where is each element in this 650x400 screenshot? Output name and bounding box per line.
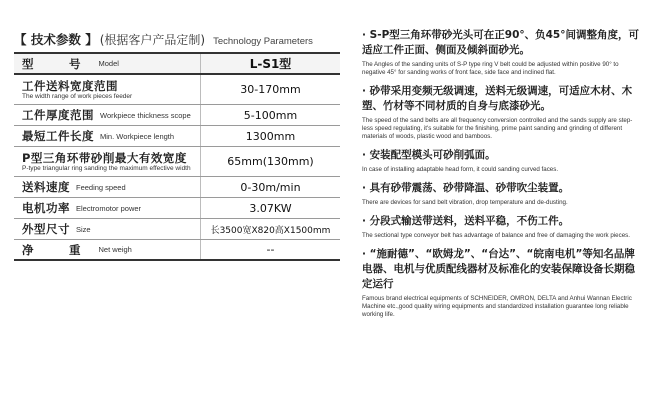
table-row	[14, 219, 340, 240]
row-label	[14, 179, 200, 195]
row-label-zh: 外型尺寸	[22, 222, 70, 236]
header-label-en: Model	[98, 59, 119, 68]
feature-en: Famous brand electrical equipments of SCHNEIDER, OMRON, DELTA and Anhui Wannan Electric Machine etc.,good quality wiring equipments and standardized installation guarantee long reliable working life.	[362, 295, 632, 318]
row-label-en: The width range of work pieces feeder	[22, 92, 133, 100]
feature-zh: · S-P型三角环带砂光头可在正90°、负45°间调整角度，可适应工件正面、侧面及倾斜面砂光。	[362, 29, 639, 56]
list-item	[362, 181, 640, 207]
feature-en: The sectional type conveyor belt has advantage of balance and free of damaging the work pieces.	[362, 232, 630, 239]
row-label	[14, 242, 200, 258]
list-item	[362, 214, 640, 240]
feature-zh: · 分段式输送带送料，送料平稳，不伤工件。	[362, 215, 570, 227]
feature-en: There are devices for sand belt vibration, drop temperature and de-dusting.	[362, 199, 568, 206]
feature-zh: · 安装配型模头可砂削弧面。	[362, 149, 496, 161]
row-value: 0-30m/min	[200, 177, 340, 197]
row-label-en: Electromotor power	[76, 203, 142, 213]
row-label	[14, 107, 200, 123]
row-label-en: Size	[76, 224, 91, 234]
row-value: 30-170mm	[200, 75, 340, 104]
heading-subtitle: (根据客户产品定制)	[99, 33, 206, 47]
model-value: L-S1型	[200, 54, 340, 73]
spec-table	[14, 52, 340, 261]
row-value: 3.07KW	[200, 198, 340, 218]
header-label-zh: 型 号	[22, 56, 93, 71]
row-value: 1300mm	[200, 126, 340, 146]
table-row	[14, 75, 340, 105]
row-label-zh: 工件厚度范围	[22, 108, 94, 122]
table-row	[14, 240, 340, 261]
list-item	[362, 28, 640, 77]
row-label-zh: 电机功率	[22, 201, 70, 215]
feature-en: In case of installing adaptable head form, it could sanding curved faces.	[362, 166, 559, 173]
row-label-zh: 净 重	[22, 242, 93, 257]
heading-english-title: Technology Parameters	[213, 36, 313, 47]
list-item	[362, 148, 640, 174]
row-label	[14, 221, 200, 237]
row-label-en: Feeding speed	[76, 182, 126, 192]
row-value: 65mm(130mm)	[200, 147, 340, 176]
table-row	[14, 126, 340, 147]
table-row	[14, 198, 340, 219]
section-heading	[14, 30, 313, 46]
heading-title: 【 技术参数 】	[14, 32, 98, 47]
row-label-en: Workpiece thickness scope	[100, 110, 191, 120]
row-value: 5-100mm	[200, 105, 340, 125]
header-label	[14, 56, 200, 72]
feature-en: The Angles of the sanding units of S-P type ring V belt could be adjusted within positive 90° to negative 45° for sanding works of front face, side face and inclined flat.	[362, 61, 619, 76]
list-item	[362, 84, 640, 141]
row-label	[14, 79, 200, 101]
row-label-en: Net weigh	[98, 245, 132, 254]
feature-zh: · 具有砂带震荡、砂带降温、砂带吹尘装置。	[362, 182, 570, 194]
feature-en: The speed of the sand belts are all frequency conversion controlled and the sands supply are step-less speed regulating, it's suitable for the finishing, prime paint sanding and grinding of different materials of woods, plastic wood and bamboos.	[362, 117, 633, 140]
row-label-zh: 送料速度	[22, 180, 70, 194]
table-row	[14, 105, 340, 126]
table-header-row	[14, 52, 340, 75]
table-row	[14, 177, 340, 198]
row-label	[14, 151, 200, 173]
feature-zh: · 砂带采用变频无级调速，送料无级调速，可适应木材、木塑、竹材等不同材质的自身与底漆砂光。	[362, 85, 633, 112]
row-label-zh: 最短工件长度	[22, 129, 94, 143]
row-value: 长3500宽X820高X1500mm	[200, 219, 340, 239]
row-label	[14, 200, 200, 216]
feature-list	[362, 28, 640, 326]
row-label-en: P-type triangular ring sanding the maximum effective width	[22, 164, 191, 172]
row-value: --	[200, 240, 340, 259]
row-label-en: Min. Workpiece length	[100, 131, 175, 141]
row-label-zh: P型三角环带砂削最大有效宽度	[22, 150, 187, 165]
row-label-zh: 工件送料宽度范围	[22, 78, 118, 93]
list-item	[362, 247, 640, 319]
feature-zh: · “施耐德”、“欧姆龙”、“台达”、“皖南电机”等知名品牌电器、电机与优质配线器材及标准化的安装保障设备长期稳定运行	[362, 248, 635, 290]
table-row	[14, 147, 340, 177]
row-label	[14, 128, 200, 144]
